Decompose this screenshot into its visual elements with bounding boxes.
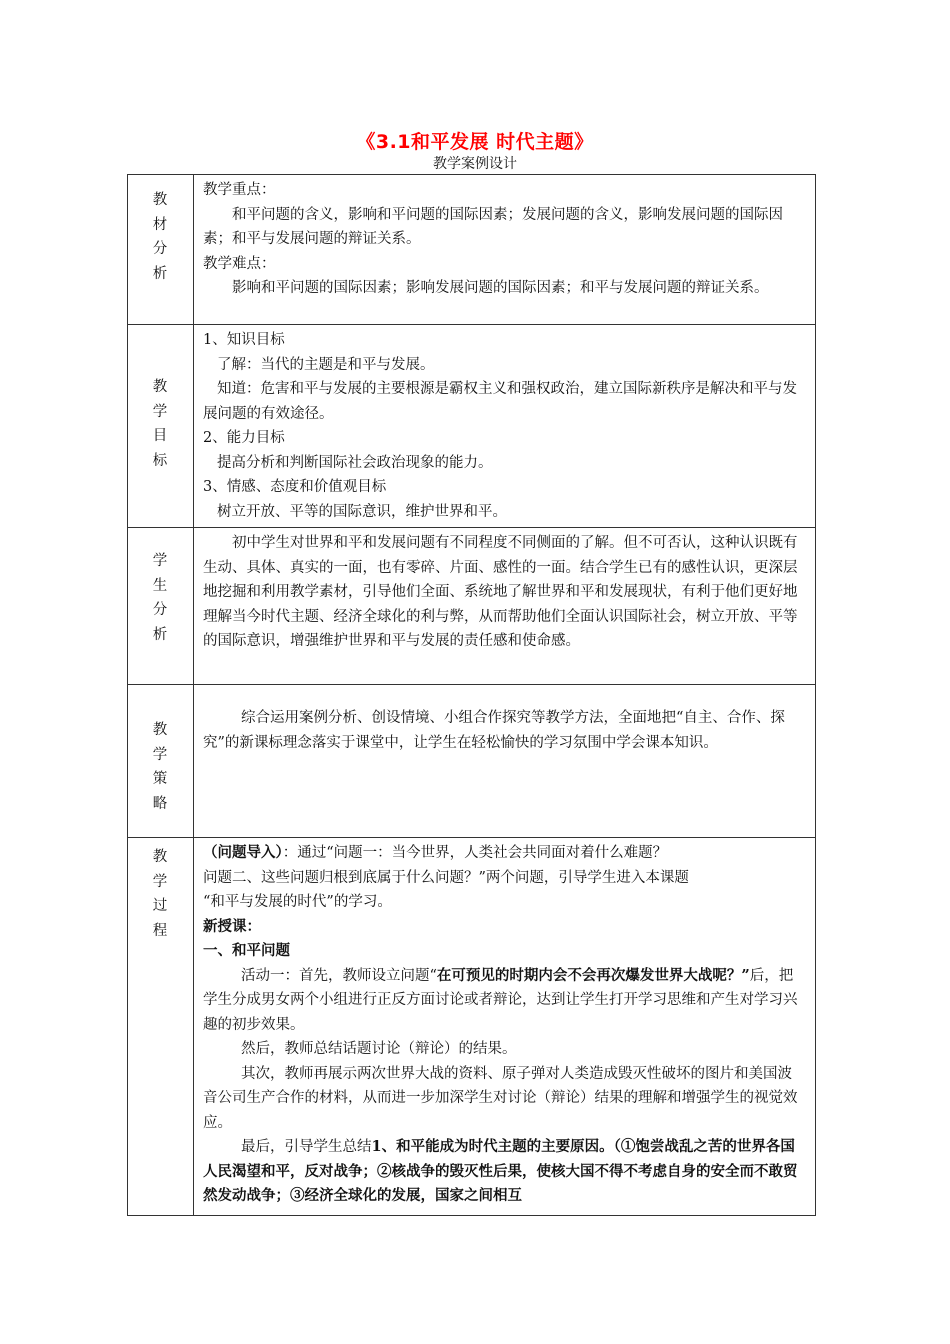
difficulty-heading: 教学难点：	[203, 255, 276, 272]
page-subtitle: 教学案例设计	[433, 156, 517, 172]
row-label-strategy: 教学策略	[128, 685, 194, 838]
table-row-students	[128, 528, 816, 685]
strategy-text: 综合运用案例分析、创设情境、小组合作探究等教学方法，全面地把“自主、合作、探究”的新课标理念落实于课堂中，让学生在轻松愉快的学习氛围中学会课本知识。	[203, 710, 785, 751]
row-content-students	[194, 528, 816, 685]
ability-goal-heading: 2、能力目标	[203, 430, 285, 446]
table-row-goals	[128, 325, 816, 528]
row-content-strategy	[194, 685, 816, 838]
knowledge-understand: 了解：当代的主题是和平与发展。	[217, 356, 435, 373]
next-text: 其次，教师再展示两次世界大战的资料、原子弹对人类造成毁灭性破坏的图片和美国波音公司生产合作的材料，从而进一步加深学生对讨论（辩论）结果的理解和增强学生的视觉效应。	[203, 1065, 798, 1131]
student-analysis-text: 初中学生对世界和平和发展问题有不同程度不同侧面的了解。但不可否认，这种认识既有生动、具体、真实的一面，也有零碎、片面、感性的一面。结合学生已有的感性认识，更深层地挖掘和利用教学素材，引导他们全面、系统地了解世界和平和发展现状，有利于他们更好地理解当今时代主题、经济全球化的利与弊，从而帮助他们全面认识国际社会，树立开放、平等的国际意识，增强维护世界和平与发展的责任感和使命感。	[203, 535, 798, 649]
focus-heading: 教学重点：	[203, 182, 276, 198]
row-label-students: 学生分析	[128, 528, 194, 685]
table-row-strategy	[128, 685, 816, 838]
row-label-goals: 教学目标	[128, 325, 194, 528]
new-lesson-heading: 新授课：	[203, 917, 261, 935]
lesson-plan-table	[127, 174, 816, 1216]
row-label-process: 教学过程	[128, 838, 194, 1216]
intro-line-3: “和平与发展的时代”的学习。	[203, 894, 392, 910]
intro-line-1: （问题导入）：通过“问题一：当今世界，人类社会共同面对着什么难题？	[203, 844, 668, 861]
activity-one-text: 活动一：首先，教师设立问题“在可预见的时期内会不会再次爆发世界大战呢？”后，把学生分成男女两个小组进行正反方面讨论或者辩论，达到让学生打开学习思维和产生对学习兴趣的初步效果。	[203, 966, 798, 1033]
table-row-process	[128, 838, 816, 1216]
attitude-goal-text: 树立开放、平等的国际意识，维护世界和平。	[217, 503, 507, 520]
row-content-goals	[194, 325, 816, 528]
difficulty-text: 影响和平问题的国际因素；影响发展问题的国际因素；和平与发展问题的辩证关系。	[232, 280, 769, 296]
knowledge-goal-heading: 1、知识目标	[203, 332, 285, 348]
table-row-materials	[128, 175, 816, 325]
then-text: 然后，教师总结话题讨论（辩论）的结果。	[241, 1041, 517, 1057]
focus-text: 和平问题的含义，影响和平问题的国际因素；发展问题的含义，影响发展问题的国际因素；和平与发展问题的辩证关系。	[203, 206, 783, 247]
section-peace-heading: 一、和平问题	[203, 942, 290, 959]
intro-line-2: 问题二、这些问题归根到底属于什么问题？”两个问题，引导学生进入本课题	[203, 869, 689, 886]
row-label-materials: 教材分析	[128, 175, 194, 325]
page-title: 《3.1和平发展 时代主题》	[356, 131, 594, 153]
knowledge-know: 知道：危害和平与发展的主要根源是霸权主义和强权政治，建立国际新秩序是解决和平与发展问题的有效途径。	[203, 381, 797, 422]
row-content-materials	[194, 175, 816, 325]
ability-goal-text: 提高分析和判断国际社会政治现象的能力。	[217, 454, 493, 471]
final-text: 最后，引导学生总结1、和平能成为时代主题的主要原因。（①饱尝战乱之苦的世界各国人民渴望和平，反对战争；②核战争的毁灭性后果，使核大国不得不考虑自身的安全而不敢贸然发动战争；③经济全球化的发展，国家之间相互	[203, 1138, 798, 1204]
attitude-goal-heading: 3、情感、态度和价值观目标	[203, 479, 387, 495]
row-content-process	[194, 838, 816, 1216]
